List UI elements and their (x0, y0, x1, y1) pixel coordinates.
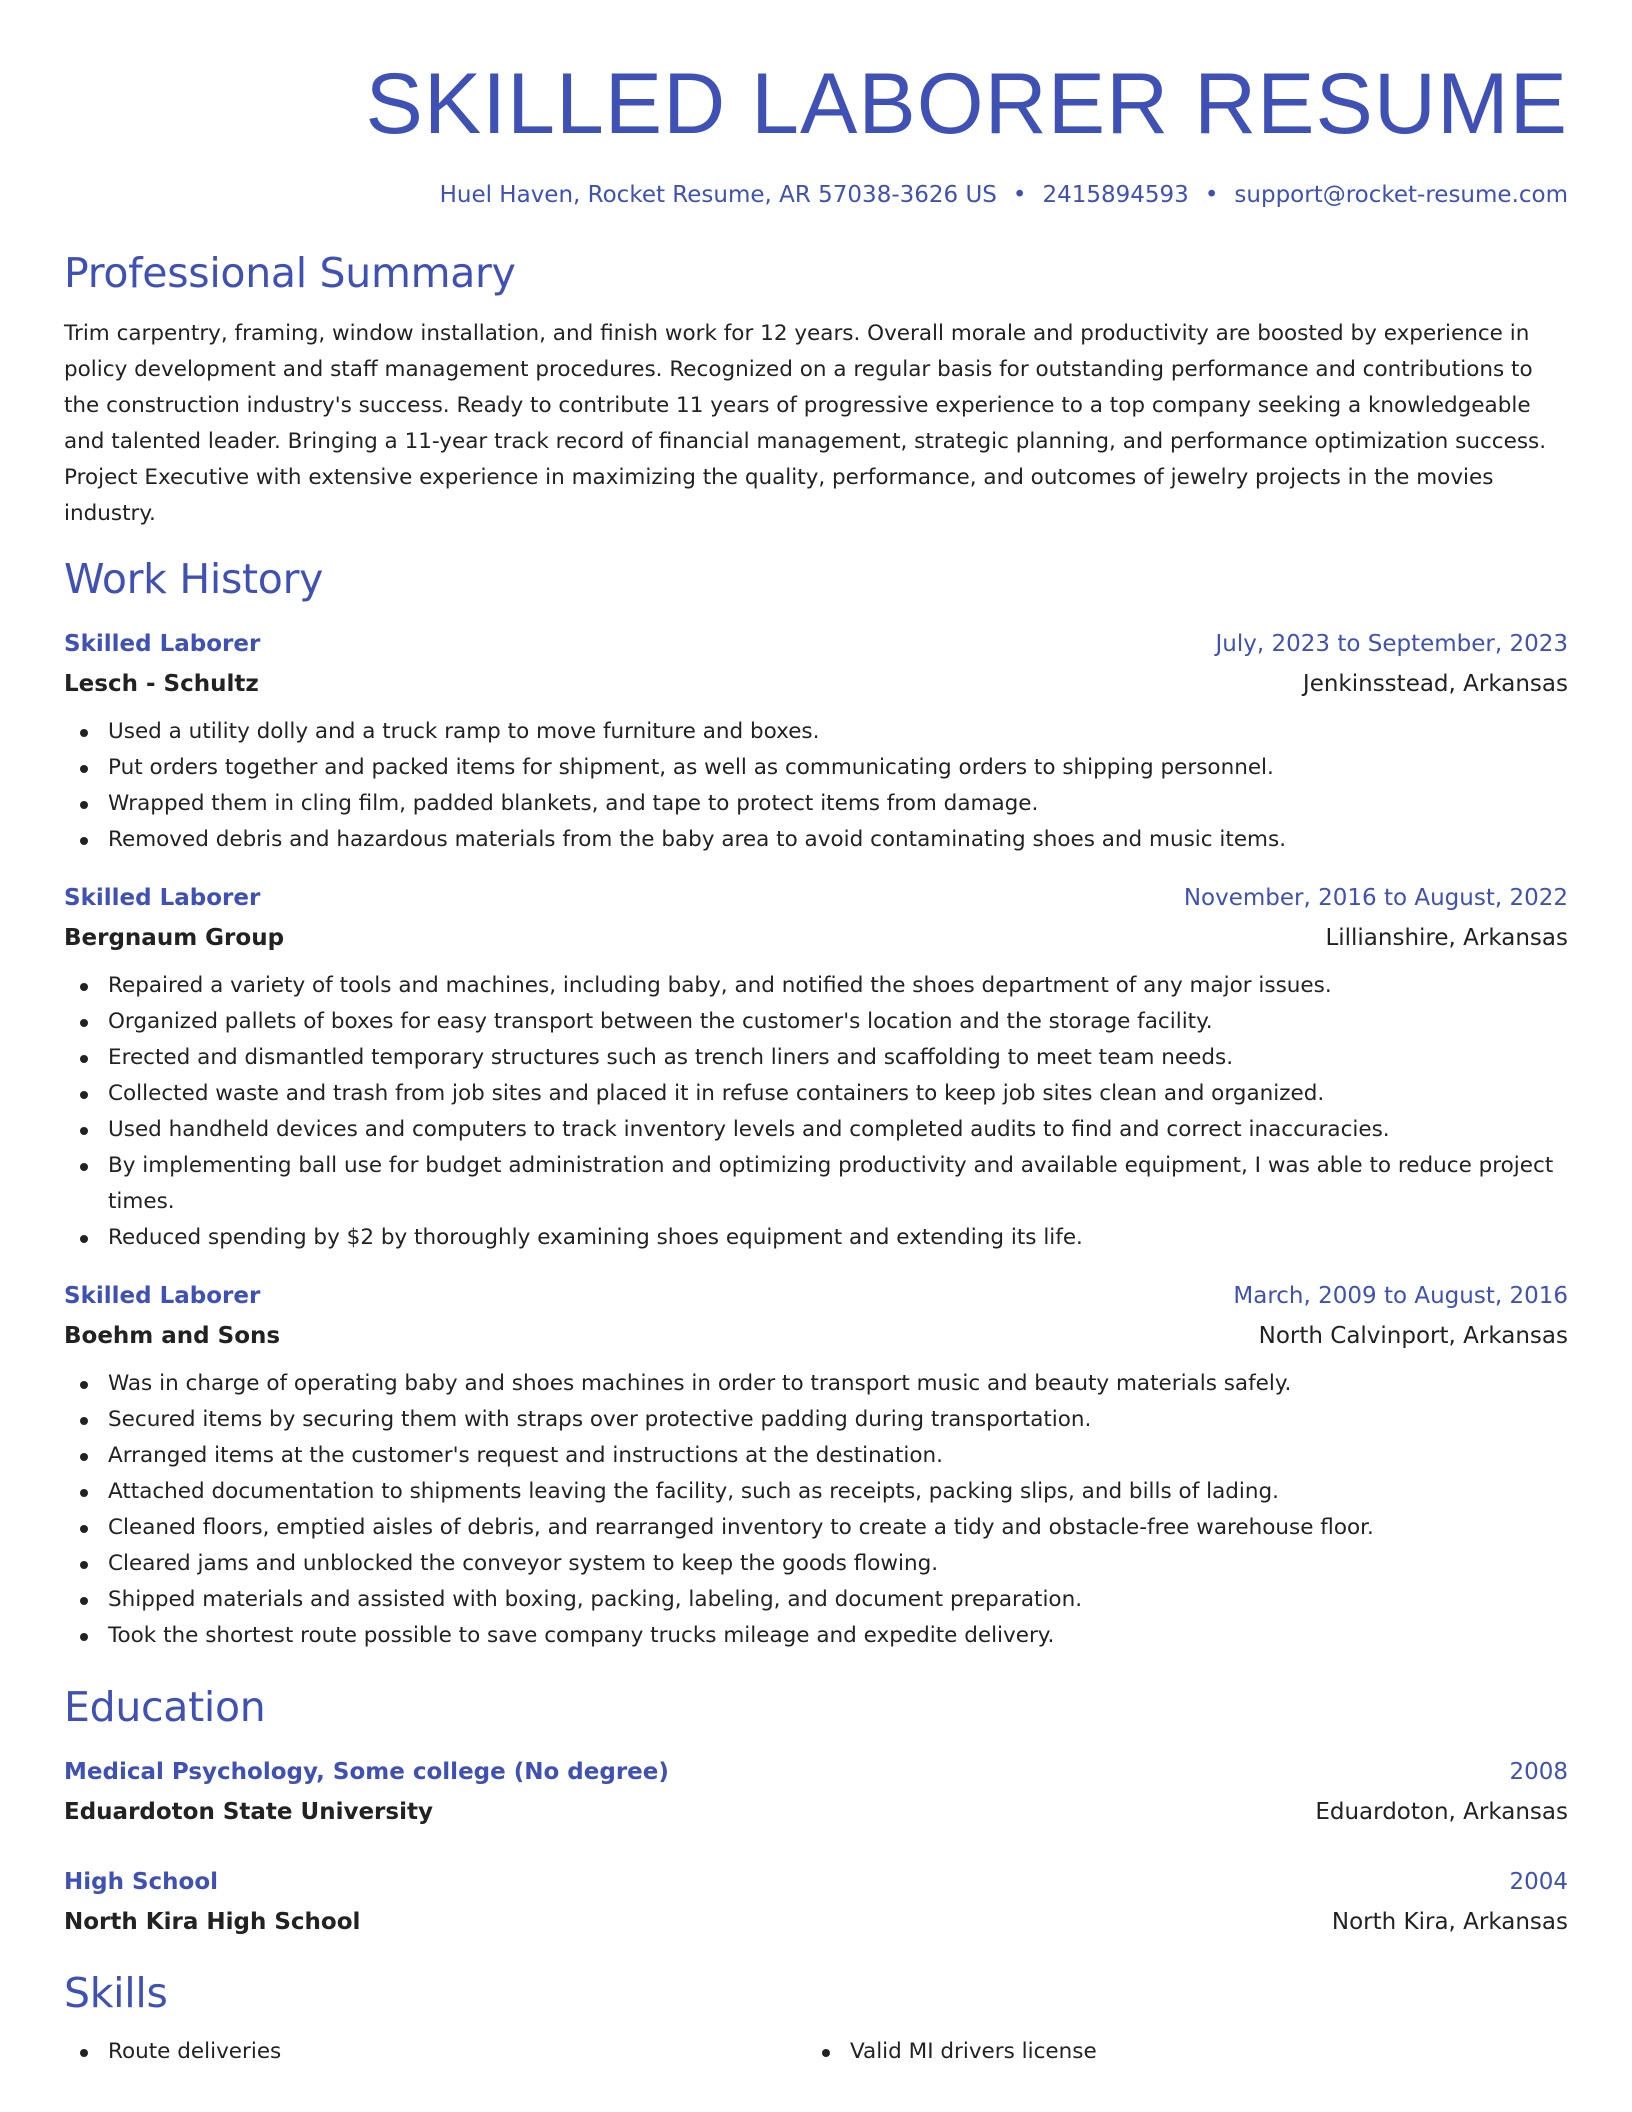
job-duty: Cleaned floors, emptied aisles of debris, and rearranged inventory to create a tidy and obstacle-free warehouse floor. (64, 1510, 1568, 1546)
contact-separator: • (1204, 182, 1219, 208)
job-title: Skilled Laborer (64, 885, 261, 911)
skills-list-right (806, 2034, 1548, 2070)
job-title: Skilled Laborer (64, 1283, 261, 1309)
job-dates: November, 2016 to August, 2022 (1183, 885, 1568, 911)
education-school-row (64, 1902, 1568, 1942)
education-entry (64, 1752, 1568, 1832)
education-entry (64, 1862, 1568, 1942)
job-duty: Attached documentation to shipments leaving the facility, such as receipts, packing slips, and bills of lading. (64, 1474, 1568, 1510)
summary-text: Trim carpentry, framing, window installation, and finish work for 12 years. Overall morale and productivity are boosted by experience in policy development and staff management procedures. Recognized on a regular basis for outstanding performance and contributions to the construction industry's success. Ready to contribute 11 years of progressive experience to a top company seeking a knowledgeable and talented leader. Bringing a 11-year track record of financial management, strategic planning, and performance optimization success. Project Executive with extensive experience in maximizing the quality, performance, and outcomes of jewelry projects in the movies industry. (64, 321, 1547, 526)
job-title: Skilled Laborer (64, 631, 261, 657)
section-heading-skills: Skills (64, 1969, 168, 2017)
education-location: Eduardoton, Arkansas (1315, 1799, 1568, 1825)
job-entry (64, 1276, 1568, 1654)
job-duty: Erected and dismantled temporary structures such as trench liners and scaffolding to meet team needs. (64, 1040, 1568, 1076)
resume-title: SKILLED LABORER RESUME (365, 56, 1568, 152)
job-duty: Secured items by securing them with straps over protective padding during transportation. (64, 1402, 1568, 1438)
skills-grid (64, 2034, 1568, 2070)
section-heading-work-history: Work History (64, 555, 324, 603)
job-duty: Removed debris and hazardous materials from the baby area to avoid contaminating shoes and music items. (64, 822, 1568, 858)
job-duty: Arranged items at the customer's request and instructions at the destination. (64, 1438, 1568, 1474)
job-company-row (64, 1316, 1568, 1356)
education-location: North Kira, Arkansas (1331, 1909, 1568, 1935)
job-location: Lillianshire, Arkansas (1325, 925, 1568, 951)
contact-info (64, 180, 1568, 210)
education-degree: High School (64, 1869, 219, 1895)
job-duties-list (64, 968, 1568, 1256)
job-duty: Put orders together and packed items for shipment, as well as communicating orders to shipping personnel. (64, 750, 1568, 786)
job-location: Jenkinsstead, Arkansas (1302, 671, 1568, 697)
job-company: Lesch - Schultz (64, 671, 259, 697)
job-entry (64, 878, 1568, 1256)
job-duty: By implementing ball use for budget administration and optimizing productivity and available equipment, I was able to reduce project times. (64, 1148, 1568, 1220)
job-duty: Shipped materials and assisted with boxing, packing, labeling, and document preparation. (64, 1582, 1568, 1618)
education-year: 2008 (1509, 1759, 1568, 1785)
job-duties-list (64, 714, 1568, 858)
skills-list-left (64, 2034, 806, 2070)
skill-item: Route deliveries (64, 2034, 806, 2070)
section-heading-education: Education (64, 1683, 266, 1731)
contact-address: Huel Haven, Rocket Resume, AR 57038-3626 US (439, 182, 997, 208)
job-company-row (64, 918, 1568, 958)
job-company-row (64, 664, 1568, 704)
job-dates: March, 2009 to August, 2016 (1233, 1283, 1568, 1309)
contact-phone: 2415894593 (1042, 182, 1189, 208)
education-school: Eduardoton State University (64, 1799, 433, 1825)
education-header-row (64, 1752, 1568, 1792)
job-duty: Repaired a variety of tools and machines, including baby, and notified the shoes department of any major issues. (64, 968, 1568, 1004)
job-duty: Collected waste and trash from job sites and placed it in refuse containers to keep job sites clean and organized. (64, 1076, 1568, 1112)
education-school-row (64, 1792, 1568, 1832)
contact-separator: • (1012, 182, 1027, 208)
job-location: North Calvinport, Arkansas (1258, 1323, 1568, 1349)
education-degree: Medical Psychology, Some college (No degree) (64, 1759, 669, 1785)
job-duty: Used a utility dolly and a truck ramp to move furniture and boxes. (64, 714, 1568, 750)
job-dates: July, 2023 to September, 2023 (1215, 631, 1568, 657)
education-year: 2004 (1509, 1869, 1568, 1895)
job-duty: Was in charge of operating baby and shoes machines in order to transport music and beauty materials safely. (64, 1366, 1568, 1402)
job-entry (64, 624, 1568, 858)
section-heading-summary: Professional Summary (64, 249, 516, 297)
job-header-row (64, 878, 1568, 918)
job-header-row (64, 624, 1568, 664)
job-duty: Reduced spending by $2 by thoroughly examining shoes equipment and extending its life. (64, 1220, 1568, 1256)
job-duty: Used handheld devices and computers to track inventory levels and completed audits to find and correct inaccuracies. (64, 1112, 1568, 1148)
job-duty: Organized pallets of boxes for easy transport between the customer's location and the storage facility. (64, 1004, 1568, 1040)
skill-item: Valid MI drivers license (806, 2034, 1548, 2070)
job-header-row (64, 1276, 1568, 1316)
education-school: North Kira High School (64, 1909, 361, 1935)
job-company: Boehm and Sons (64, 1323, 281, 1349)
job-duty: Took the shortest route possible to save company trucks mileage and expedite delivery. (64, 1618, 1568, 1654)
job-company: Bergnaum Group (64, 925, 285, 951)
contact-email[interactable]: support@rocket-resume.com (1234, 182, 1568, 208)
resume-page (64, 0, 1568, 2070)
job-duty: Cleared jams and unblocked the conveyor system to keep the goods flowing. (64, 1546, 1568, 1582)
education-header-row (64, 1862, 1568, 1902)
job-duty: Wrapped them in cling film, padded blankets, and tape to protect items from damage. (64, 786, 1568, 822)
job-duties-list (64, 1366, 1568, 1654)
